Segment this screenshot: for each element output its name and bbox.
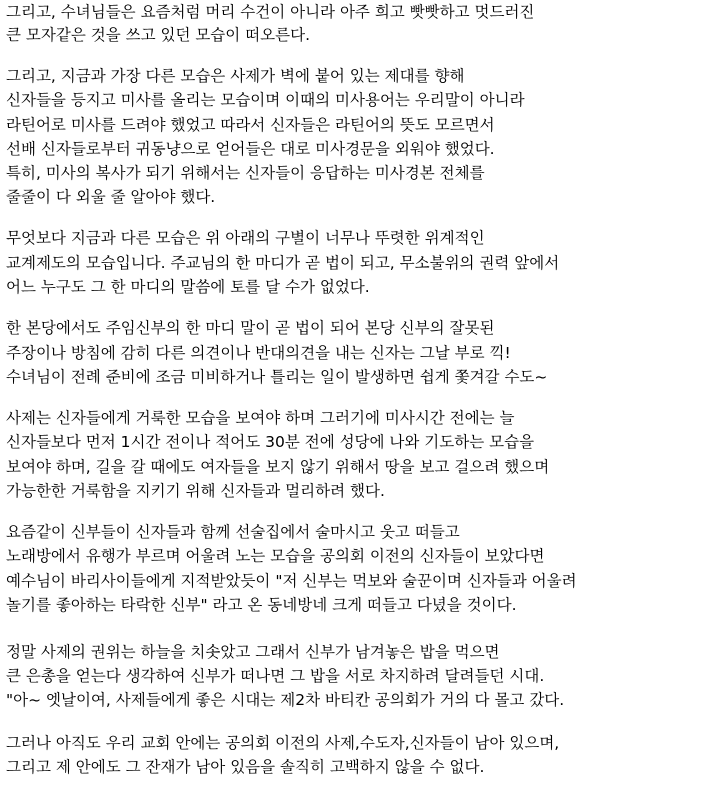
text-line: 수녀님이 전례 준비에 조금 미비하거나 틀리는 일이 발생하면 쉽게 쫓겨갈 수도~ <box>6 368 548 386</box>
text-line: 교계제도의 모습입니다. 주교님의 한 마디가 곧 법이 되고, 무소불위의 권력 앞에서 <box>6 254 560 272</box>
text-line: 노래방에서 유행가 부르며 어울려 노는 모습을 공의회 이전의 신자들이 보았다면 <box>6 547 545 565</box>
text-line: 큰 은총을 얻는다 생각하여 신부가 떠나면 그 밥을 서로 차지하려 달려들던 시대. <box>6 667 545 685</box>
text-line: 요즘같이 신부들이 신자들과 함께 선술집에서 술마시고 웃고 떠들고 <box>6 523 460 541</box>
text-line: 한 본당에서도 주임신부의 한 마디 말이 곧 법이 되어 본당 신부의 잘못된 <box>6 319 495 337</box>
text-line: 보여야 하며, 길을 갈 때에도 여자들을 보지 않기 위해서 땅을 보고 걸으려 했으며 <box>6 458 550 476</box>
text-line: 특히, 미사의 복사가 되기 위해서는 신자들이 응답하는 미사경본 전체를 <box>6 164 485 182</box>
text-line: 그리고, 수녀님들은 요즘처럼 머리 수건이 아니라 아주 희고 빳빳하고 멋드러진 <box>6 3 535 21</box>
text-line: 그리고 제 안에도 그 잔재가 남아 있음을 솔직히 고백하지 않을 수 없다. <box>6 758 485 776</box>
text-line: 놀기를 좋아하는 타락한 신부" 라고 온 동네방네 크게 떠들고 다녔을 것이다. <box>6 596 517 614</box>
text-line: "아~ 엣날이여, 사제들에게 좋은 시대는 제2차 바티칸 공의회가 거의 다 몰고 갔다. <box>6 691 565 709</box>
text-line: 신자들보다 먼저 1시간 전이나 적어도 30분 전에 성당에 나와 기도하는 모습을 <box>6 433 535 451</box>
text-line: 그리고, 지금과 가장 다른 모습은 사제가 벽에 붙어 있는 제대를 향해 <box>6 67 465 85</box>
text-line: 예수님이 바리사이들에게 지적받았듯이 "저 신부는 먹보와 술꾼이며 신자들과 어울려 <box>6 572 577 590</box>
text-line: 어느 누구도 그 한 마디의 말씀에 토를 달 수가 없었다. <box>6 278 370 296</box>
text-line: 큰 모자같은 것을 쓰고 있던 모습이 떠오른다. <box>6 26 311 44</box>
text-line: 신자들을 등지고 미사를 올리는 모습이며 이때의 미사용어는 우리말이 아니라 <box>6 91 525 109</box>
text-line: 가능한한 거룩함을 지키기 위해 신자들과 멀리하려 했다. <box>6 482 385 500</box>
text-line: 라틴어로 미사를 드려야 했었고 따라서 신자들은 라틴어의 뜻도 모르면서 <box>6 116 495 134</box>
text-line: 선배 신자들로부터 귀동냥으로 얻어들은 대로 미사경문을 외워야 했었다. <box>6 140 495 158</box>
text-line: 그러나 아직도 우리 교회 안에는 공의회 이전의 사제,수도자,신자들이 남아 있으며, <box>6 734 560 752</box>
text-line: 줄줄이 다 외울 줄 알아야 했다. <box>6 188 216 206</box>
text-line: 주장이나 방침에 감히 다른 의견이나 반대의견을 내는 신자는 그날 부로 끽! <box>6 344 511 362</box>
text-line: 사제는 신자들에게 거룩한 모습을 보여야 하며 그러기에 미사시간 전에는 늘 <box>6 409 515 427</box>
text-line: 정말 사제의 권위는 하늘을 치솟았고 그래서 신부가 남겨놓은 밥을 먹으면 <box>6 643 500 661</box>
text-line: 무엇보다 지금과 다른 모습은 위 아래의 구별이 너무나 뚜렷한 위계적인 <box>6 229 485 247</box>
document-body <box>6 0 706 803</box>
